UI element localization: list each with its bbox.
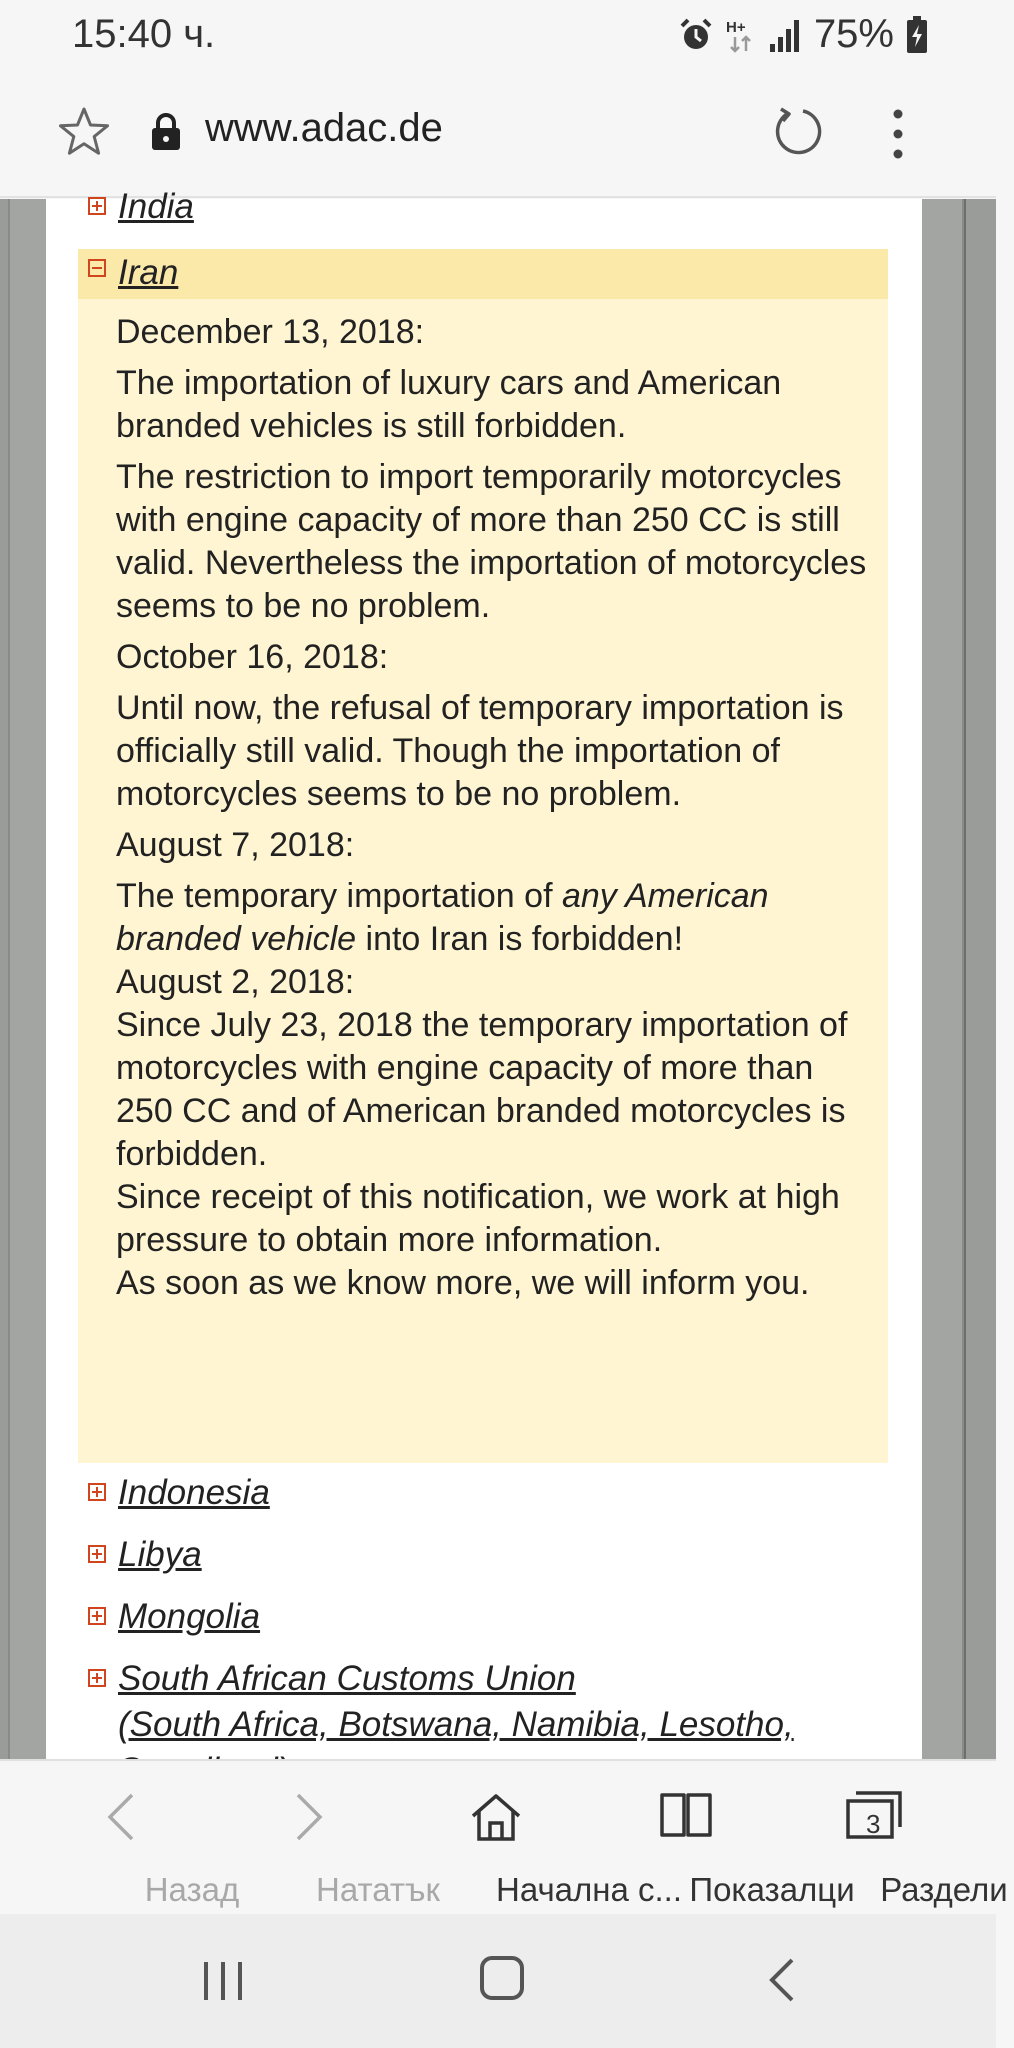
forward-button[interactable]: [238, 1761, 440, 1916]
home-icon[interactable]: [478, 1954, 526, 2002]
update-paragraph: The restriction to import temporarily motorcycles with engine capacity of more than 250 CC is still valid. Nevertheless the importation of motorcycles seems to be no problem.: [116, 458, 867, 625]
forward-label: Нататък: [315, 1871, 440, 1908]
battery-percent: 75%: [813, 12, 894, 56]
country-link-libya[interactable]: Libya: [118, 1535, 202, 1574]
iran-header[interactable]: [78, 249, 888, 299]
battery-charging-icon: [906, 16, 928, 54]
update-paragraph: As soon as we know more, we will inform you.: [116, 1264, 810, 1302]
update-emphasis: any American branded vehicle: [116, 877, 769, 958]
house-icon: [468, 1789, 524, 1845]
country-link-indonesia[interactable]: Indonesia: [118, 1473, 270, 1512]
page-content: [46, 187, 922, 1759]
tabs-button[interactable]: [804, 1761, 1008, 1916]
menu-icon[interactable]: [888, 106, 908, 162]
page-scroll-strip: [964, 199, 966, 1759]
book-icon: [658, 1789, 714, 1839]
update-text: into Iran is forbidden!: [356, 920, 684, 958]
expand-indonesia-icon[interactable]: [88, 1483, 106, 1501]
back-icon[interactable]: [764, 1956, 800, 2004]
iran-updates: [116, 311, 876, 1305]
update-date: August 7, 2018:: [116, 826, 355, 864]
expand-india-icon[interactable]: [88, 197, 106, 215]
page-viewport[interactable]: [0, 187, 996, 1759]
star-icon[interactable]: [56, 104, 112, 160]
update-date: October 16, 2018:: [116, 638, 389, 676]
country-link-iran[interactable]: Iran: [118, 253, 179, 292]
lock-icon: [150, 112, 182, 152]
expand-libya-icon[interactable]: [88, 1545, 106, 1563]
update-paragraph: [116, 875, 876, 961]
collapse-iran-icon[interactable]: [88, 259, 106, 277]
status-icons: [678, 12, 928, 57]
tabs-count: 3: [866, 1809, 881, 1839]
update-paragraph: Until now, the refusal of temporary importation is officially still valid. Though the importation of motorcycles seems to be no problem.: [116, 689, 844, 813]
status-bar: [0, 0, 996, 70]
chevron-left-icon: [96, 1789, 148, 1845]
home-page-button[interactable]: [406, 1761, 683, 1916]
chevron-right-icon: [282, 1789, 334, 1845]
bookmarks-label: Показалци: [689, 1871, 855, 1908]
browser-toolbar: [0, 1759, 1008, 1914]
alarm-icon: [678, 17, 714, 53]
update-paragraph: Since receipt of this notification, we work at high pressure to obtain more information.: [116, 1178, 840, 1259]
home-label: Начална с...: [496, 1871, 683, 1908]
tabs-label: Раздели: [880, 1871, 1008, 1908]
update-date: August 2, 2018:: [116, 963, 355, 1001]
update-date: December 13, 2018:: [116, 313, 425, 351]
signal-icon: [768, 18, 802, 52]
country-link-india[interactable]: India: [118, 187, 194, 226]
reload-icon[interactable]: [770, 104, 826, 160]
status-time: 15:40 ч.: [72, 12, 216, 56]
system-nav-bar: [0, 1914, 996, 2048]
update-paragraph: Since July 23, 2018 the temporary importation of motorcycles with engine capacity of more than 250 CC and of American branded motorcycles is forbidden.: [116, 1006, 848, 1173]
back-button[interactable]: [52, 1761, 240, 1916]
expand-sacu-icon[interactable]: [88, 1669, 106, 1687]
bookmarks-button[interactable]: [600, 1761, 855, 1916]
back-label: Назад: [144, 1871, 240, 1908]
update-paragraph: The importation of luxury cars and American branded vehicles is still forbidden.: [116, 364, 782, 445]
iran-section: [78, 249, 888, 1463]
address-bar: [0, 70, 996, 198]
svg-text:H+: H+: [725, 18, 746, 36]
expand-mongolia-icon[interactable]: [88, 1607, 106, 1625]
country-link-sacu-line1[interactable]: South African Customs Union: [118, 1659, 576, 1698]
network-h-plus-icon: [726, 17, 756, 53]
url-field[interactable]: www.adac.de: [205, 106, 443, 150]
recent-apps-icon[interactable]: [200, 1958, 246, 2004]
country-link-sacu-line2[interactable]: (South Africa, Botswana, Namibia, Lesotho,: [118, 1705, 794, 1744]
country-link-mongolia[interactable]: Mongolia: [118, 1597, 261, 1636]
update-text: The temporary importation of: [116, 877, 562, 915]
